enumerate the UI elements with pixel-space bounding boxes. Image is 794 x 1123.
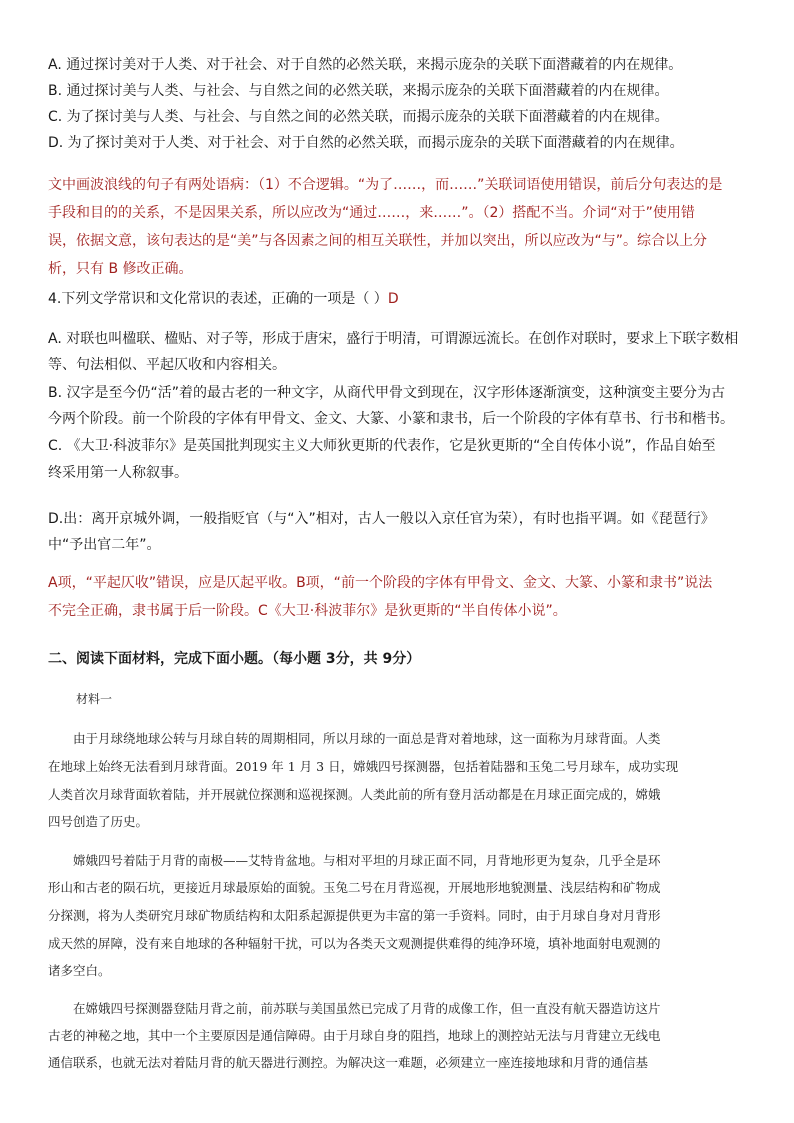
material-line: 古老的神秘之地，其中一个主要原因是通信障碍。由于月球自身的阻挡，地球上的测控站无法与月背建立无线电 [48,1028,661,1043]
material-title: 材料一 [76,692,113,706]
material-line: 由于月球绕地球公转与月球自转的周期相同，所以月球的一面总是背对着地球，这一面称为月球背面。人类 [48,731,661,746]
material-line: 分探测，将为人类研究月球矿物质结构和太阳系起源提供更为丰富的第一手资料。同时，由于月球自身对月背形 [48,908,661,923]
q3-option-d: D. 为了探讨美对于人类、对于社会、对于自然的必然关联，而揭示庞杂的关联下面潜藏着的内在规律。 [48,135,684,151]
q3-option-b: B. 通过探讨美与人类、与社会、与自然之间的必然关联，来揭示庞杂的关联下面潜藏着的内在规律。 [48,83,669,99]
q4-option-a-line: A. 对联也叫楹联、楹贴、对子等，形成于唐宋，盛行于明清，可谓源远流长。在创作对联时，要求上下联字数相 [48,331,739,347]
q3-analysis-line: 误，依据文意，该句表达的是“美”与各因素之间的相互关联性，并加以突出，所以应改为“与”。综合以上分 [48,233,708,249]
q4-analysis-line: 不完全正确，隶书属于后一阶段。C《大卫·科波菲尔》是狄更斯的“半自传体小说”。 [48,603,567,619]
q4-option-d-line: 中“予出官二年”。 [48,537,161,553]
material-line: 在地球上始终无法看到月球背面。2019 年 1 月 3 日，嫦娥四号探测器，包括着陆器和玉兔二号月球车，成功实现 [48,759,679,774]
q4-stem-text: 4.下列文学常识和文化常识的表述，正确的一项是（ ） [48,291,388,307]
q3-option-c: C. 为了探讨美与人类、与社会、与自然之间的必然关联，而揭示庞杂的关联下面潜藏着的内在规律。 [48,109,669,125]
q4-option-b-line: B. 汉字是至今仍“活”着的最古老的一种文字，从商代甲骨文到现在，汉字形体逐渐演变，这种演变主要分为古 [48,385,726,401]
material-line: 嫦娥四号着陆于月背的南极——艾特肯盆地。与相对平坦的月球正面不同，月背地形更为复杂，几乎全是环 [48,853,661,868]
material-line: 人类首次月球背面软着陆，并开展就位探测和巡视探测。人类此前的所有登月活动都是在月球正面完成的，嫦娥 [48,787,661,802]
material-line: 在嫦娥四号探测器登陆月背之前，前苏联与美国虽然已完成了月背的成像工作，但一直没有航天器造访这片 [48,1001,661,1016]
q4-option-a-line: 等、句法相似、平起仄收和内容相关。 [48,357,286,373]
material-line: 四号创造了历史。 [48,814,149,829]
q4-stem [48,290,399,308]
q3-analysis-line: 手段和目的的关系，不是因果关系，所以应改为“通过……，来……”。（2）搭配不当。介词“对于”使用错 [48,205,695,221]
q3-option-a: A. 通过探讨美对于人类、对于社会、对于自然的必然关联，来揭示庞杂的关联下面潜藏着的内在规律。 [48,57,683,73]
q3-analysis-line: 文中画波浪线的句子有两处语病：（1）不合逻辑。“为了……，而……”关联词语使用错误，前后分句表达的是 [48,177,723,193]
section-heading: 二、阅读下面材料，完成下面小题。（每小题 3分，共 9分） [48,651,421,667]
q4-option-c-line: C. 《大卫·科波菲尔》是英国批判现实主义大师狄更斯的代表作，它是狄更斯的“全自传体小说”，作品自始至 [48,438,716,454]
q4-option-c-line: 终采用第一人称叙事。 [48,465,188,481]
material-line: 诸多空白。 [48,963,111,978]
q4-answer: D [387,291,399,307]
material-line: 通信联系，也就无法对着陆月背的航天器进行测控。为解决这一难题，必须建立一座连接地球和月背的通信基 [48,1055,649,1070]
q4-option-d-line: D.出：离开京城外调，一般指贬官（与“入”相对，古人一般以入京任官为荣），有时也指平调。如《琵琶行》 [48,511,715,527]
q4-option-b-line: 今两个阶段。前一个阶段的字体有甲骨文、金文、大篆、小篆和隶书，后一个阶段的字体有草书、行书和楷书。 [48,411,734,427]
material-line: 成天然的屏障，没有来自地球的各种辐射干扰，可以为各类天文观测提供难得的纯净环境，填补地面射电观测的 [48,936,661,951]
q4-analysis-line: A项，“平起仄收”错误，应是仄起平收。B项，“前一个阶段的字体有甲骨文、金文、大篆、小篆和隶书”说法 [48,575,713,591]
q3-analysis-line: 析，只有 B 修改正确。 [48,261,193,277]
material-line: 形山和古老的陨石坑，更接近月球最原始的面貌。玉兔二号在月背巡视，开展地形地貌测量、浅层结构和矿物成 [48,880,661,895]
